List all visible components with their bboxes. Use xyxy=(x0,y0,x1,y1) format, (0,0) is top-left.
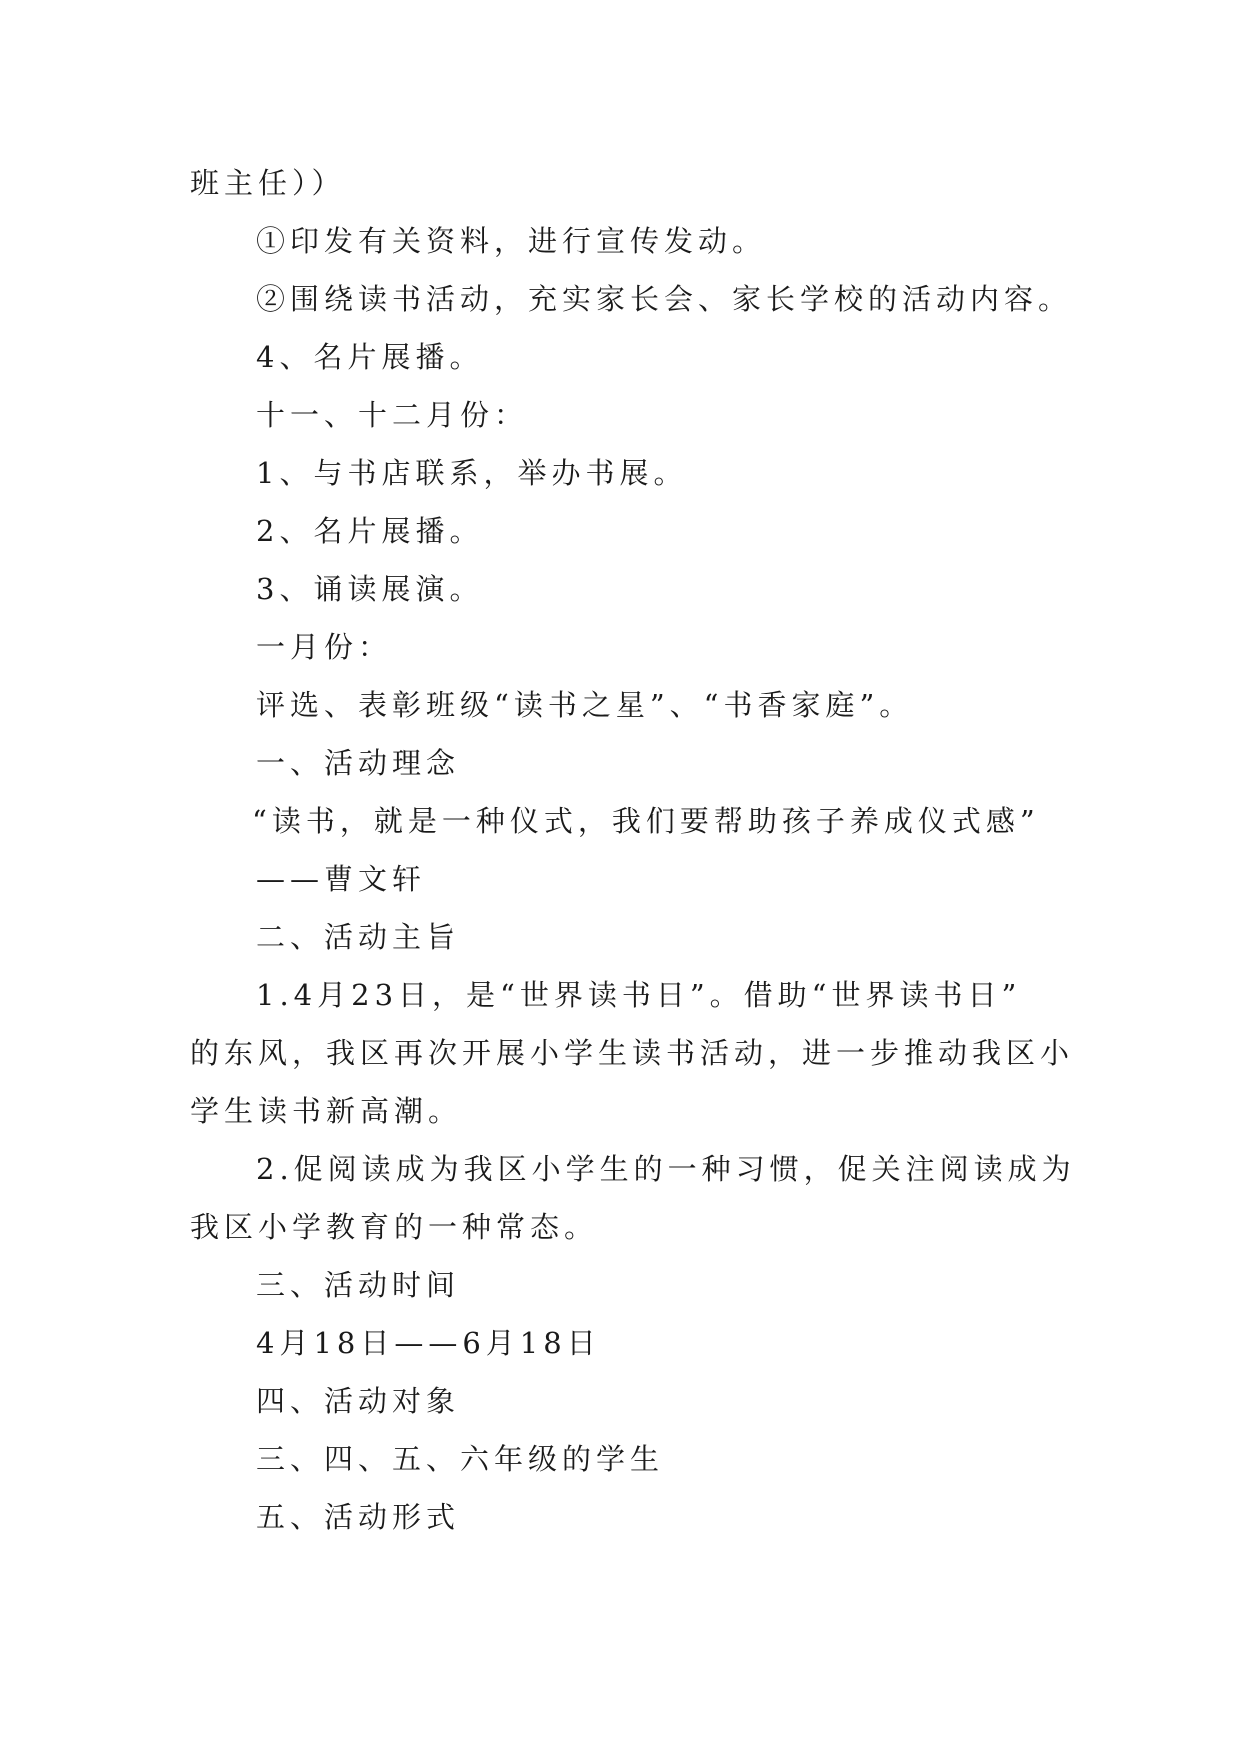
text-line: 三、四、五、六年级的学生 xyxy=(256,1442,665,1476)
section-heading: 三、活动时间 xyxy=(256,1268,461,1302)
section-heading: 一月份： xyxy=(256,630,393,664)
text-line: 2、名片展播。 xyxy=(256,514,484,548)
text-line: ①印发有关资料，进行宣传发动。 xyxy=(256,224,767,258)
text-line: 我区小学教育的一种常态。 xyxy=(190,1210,599,1244)
section-heading: 四、活动对象 xyxy=(256,1384,461,1418)
text-line: 评选、表彰班级“读书之星”、“书香家庭”。 xyxy=(256,688,914,722)
quote-author: ——曹文轩 xyxy=(256,862,427,896)
section-heading: 二、活动主旨 xyxy=(256,920,461,954)
text-line: 1、与书店联系，举办书展。 xyxy=(256,456,688,490)
text-line: 的东风，我区再次开展小学生读书活动，进一步推动我区小 xyxy=(190,1036,1075,1070)
text-line: 4月18日——6月18日 xyxy=(256,1326,601,1360)
section-heading: 五、活动形式 xyxy=(256,1500,461,1534)
text-line: ②围绕读书活动，充实家长会、家长学校的活动内容。 xyxy=(256,282,1073,316)
quote-line: “读书，就是一种仪式，我们要帮助孩子养成仪式感” xyxy=(252,804,1040,838)
text-line: 4、名片展播。 xyxy=(256,340,484,374)
text-line: 3、诵读展演。 xyxy=(256,572,484,606)
text-line: 1.4月23日，是“世界读书日”。借助“世界读书日” xyxy=(256,978,1022,1012)
text-line: 2.促阅读成为我区小学生的一种习惯，促关注阅读成为 xyxy=(256,1152,1076,1186)
text-line: 学生读书新高潮。 xyxy=(190,1094,463,1128)
section-heading: 一、活动理念 xyxy=(256,746,461,780)
section-heading: 十一、十二月份： xyxy=(256,398,529,432)
text-line: 班主任）） xyxy=(190,166,346,200)
document-page xyxy=(190,154,1076,1546)
